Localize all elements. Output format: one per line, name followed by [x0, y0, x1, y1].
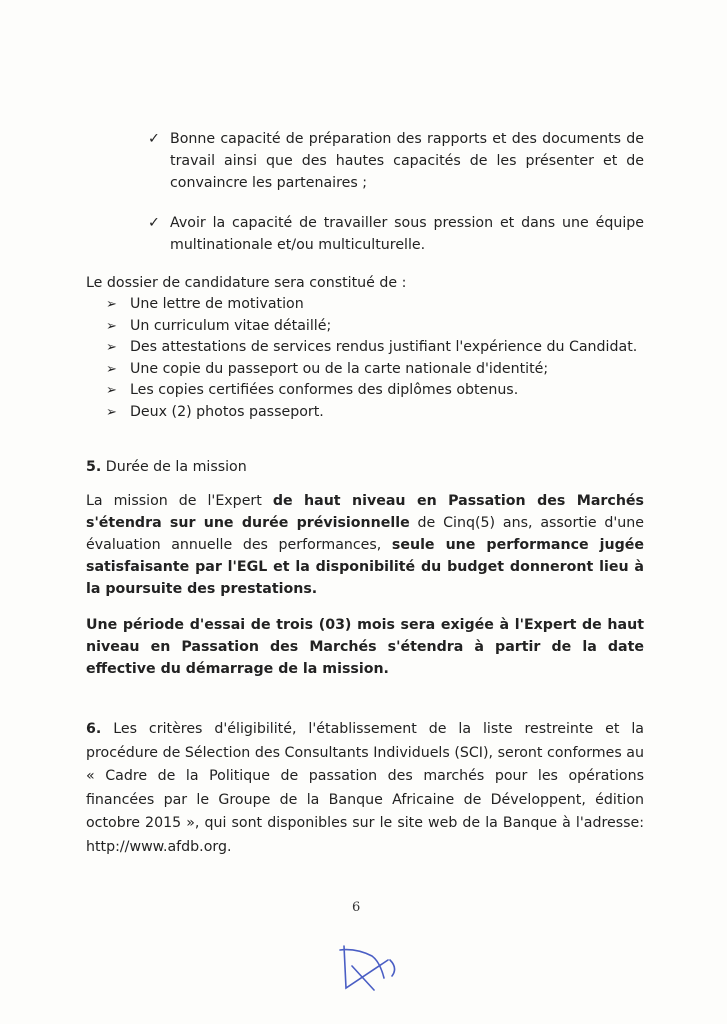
list-item: ➢ Les copies certifiées conformes des diplômes obtenus.: [106, 380, 644, 402]
arrow-bullet-icon: ➢: [106, 361, 117, 377]
section-number: 6.: [86, 721, 102, 737]
arrow-bullet-icon: ➢: [106, 404, 117, 420]
check-icon: ✓: [148, 131, 160, 147]
page-number: 6: [352, 900, 361, 915]
section-title: Durée de la mission: [101, 459, 247, 475]
section-5-heading: [86, 456, 646, 478]
arrow-bullet-icon: ➢: [106, 383, 117, 398]
section-5-paragraph-1: La mission de l'Expert de haut niveau en Passation des Marchés s'étendra sur une durée prévisionnelle de Cinq(5) ans, assortie d'une évaluation annuelle des performances, seule une performance jugée satisfaisante par l'EGL et la disponibilité du budget donneront lieu à la poursuite des prestations.: [86, 493, 645, 597]
arrow-bullet-icon: ➢: [106, 297, 117, 312]
list-item: ➢ Des attestations de services rendus justifiant l'expérience du Candidat.: [106, 337, 644, 359]
list-item: ➢ Une lettre de motivation: [106, 294, 644, 316]
dossier-list: [106, 294, 644, 423]
signature-icon: [330, 938, 410, 1002]
section-5-paragraph-2: Une période d'essai de trois (03) mois sera exigée à l'Expert de haut niveau en Passation des Marchés s'étendra à partir de la date effective du démarrage de la mission.: [86, 617, 644, 677]
section-number: 5.: [86, 459, 102, 475]
checklist-item: [148, 128, 644, 194]
check-icon: ✓: [148, 215, 160, 231]
checklist-text: Avoir la capacité de travailler sous pression et dans une équipe multinationale et/ou multiculturelle.: [170, 215, 644, 253]
checklist-item: [148, 212, 644, 256]
checklist-text: Bonne capacité de préparation des rapports et des documents de travail ainsi que des hautes capacités de les présenter et de convaincre les partenaires ;: [170, 131, 644, 191]
dossier-intro: Le dossier de candidature sera constitué de :: [86, 275, 407, 291]
arrow-bullet-icon: ➢: [106, 340, 117, 355]
list-item: ➢ Une copie du passeport ou de la carte nationale d'identité;: [106, 359, 644, 381]
section-6-paragraph: 6. Les critères d'éligibilité, l'établissement de la liste restreinte et la procédure de Sélection des Consultants Individuels (SCI), seront conformes au « Cadre de la Politique de passation des marchés pour les opérations financées par le Groupe de la Banque Africaine de Développent, édition octobre 2015 », qui sont disponibles sur le site web de la Banque à l'adresse: http://www.afdb.org.: [86, 721, 644, 855]
list-item: ➢ Un curriculum vitae détaillé;: [106, 316, 644, 338]
list-item: ➢ Deux (2) photos passeport.: [106, 402, 644, 424]
arrow-bullet-icon: ➢: [106, 318, 117, 334]
